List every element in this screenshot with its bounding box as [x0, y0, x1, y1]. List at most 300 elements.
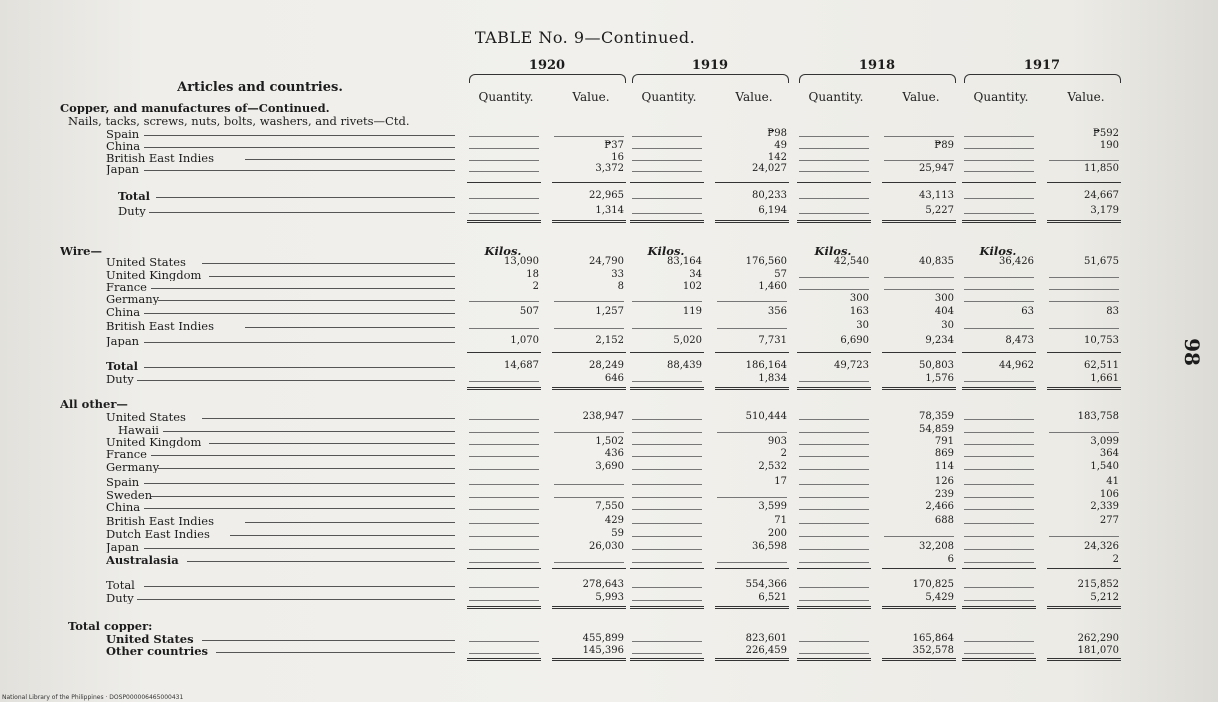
column-rule — [1047, 220, 1121, 226]
blank-cell — [554, 497, 624, 498]
leader-dots — [209, 276, 455, 277]
table-cell: ₱592 — [1092, 128, 1119, 139]
table-row — [0, 633, 1170, 645]
table-row — [0, 579, 1170, 591]
table-row — [0, 528, 1170, 540]
table-cell: 26,030 — [589, 541, 624, 552]
table-cell: 226,459 — [745, 645, 787, 656]
column-rule — [1047, 658, 1121, 664]
blank-cell — [964, 497, 1034, 498]
blank-cell — [469, 509, 539, 510]
table-cell: 8 — [617, 281, 624, 292]
table-cell: 114 — [934, 461, 954, 472]
table-cell: 1,834 — [758, 373, 787, 384]
blank-cell — [469, 381, 539, 382]
table-row — [0, 554, 1170, 566]
row-label: Duty — [106, 373, 134, 385]
blank-cell — [554, 136, 624, 137]
blank-cell — [964, 289, 1034, 290]
table-cell: 163 — [849, 306, 869, 317]
table-cell: 3,099 — [1090, 436, 1119, 447]
table-cell: 510,444 — [745, 411, 787, 422]
blank-cell — [799, 289, 869, 290]
row-label: France — [106, 281, 147, 293]
year-header-1918: 1918 — [858, 58, 896, 73]
column-rule — [882, 182, 956, 183]
row-label: Japan — [106, 163, 140, 175]
table-row — [0, 620, 1170, 632]
blank-cell — [632, 600, 702, 601]
blank-cell — [632, 484, 702, 485]
row-label: British East Indies — [106, 320, 215, 332]
row-label: Other countries — [106, 645, 208, 657]
blank-cell — [632, 523, 702, 524]
blank-cell — [799, 523, 869, 524]
blank-cell — [964, 328, 1034, 329]
table-cell: 186,164 — [745, 360, 787, 371]
column-rule — [882, 568, 956, 569]
table-cell: 903 — [767, 436, 787, 447]
table-cell: 3,599 — [758, 501, 787, 512]
blank-cell — [469, 536, 539, 537]
row-label: Germany — [106, 461, 160, 473]
column-rule — [630, 568, 704, 569]
blank-cell — [469, 198, 539, 199]
blank-cell — [717, 432, 787, 433]
column-rule — [1047, 568, 1121, 569]
blank-cell — [632, 213, 702, 214]
blank-cell — [884, 536, 954, 537]
blank-cell — [1049, 301, 1119, 302]
blank-cell — [632, 148, 702, 149]
blank-cell — [469, 587, 539, 588]
blank-cell — [799, 198, 869, 199]
column-rule — [552, 568, 626, 569]
blank-cell — [469, 444, 539, 445]
blank-cell — [632, 549, 702, 550]
table-cell: 44,962 — [999, 360, 1034, 371]
table-cell: 119 — [682, 306, 702, 317]
column-rule — [882, 658, 956, 664]
blank-cell — [884, 136, 954, 137]
blank-cell — [469, 148, 539, 149]
blank-cell — [964, 641, 1034, 642]
blank-cell — [799, 456, 869, 457]
table-cell: 278,643 — [582, 579, 624, 590]
table-cell: 3,372 — [595, 163, 624, 174]
subheader-quantity: Quantity. — [973, 90, 1029, 104]
table-cell: 36,598 — [752, 541, 787, 552]
blank-cell — [554, 301, 624, 302]
blank-cell — [799, 469, 869, 470]
table-cell: 24,326 — [1084, 541, 1119, 552]
blank-cell — [554, 562, 624, 563]
table-cell: 183,758 — [1077, 411, 1119, 422]
table-cell: 2 — [780, 448, 787, 459]
table-row — [0, 501, 1170, 513]
table-cell: 3,690 — [595, 461, 624, 472]
table-cell: 50,803 — [919, 360, 954, 371]
blank-cell — [964, 381, 1034, 382]
column-rule — [797, 658, 871, 664]
subheader-value: Value. — [735, 90, 773, 104]
column-rule — [962, 606, 1036, 612]
table-cell: 170,825 — [912, 579, 954, 590]
column-rule — [630, 658, 704, 664]
footer-caption: National Library of the Philippines · DOSP000006465000431 — [2, 694, 184, 701]
blank-cell — [964, 587, 1034, 588]
table-cell: 688 — [934, 515, 954, 526]
table-cell: 181,070 — [1077, 645, 1119, 656]
blank-cell — [717, 497, 787, 498]
blank-cell — [632, 301, 702, 302]
column-rule — [467, 606, 541, 612]
blank-cell — [799, 562, 869, 563]
blank-cell — [469, 523, 539, 524]
table-cell: 429 — [604, 515, 624, 526]
subheader-quantity: Quantity. — [641, 90, 697, 104]
table-cell: 63 — [1021, 306, 1034, 317]
leader-dots — [216, 652, 455, 653]
row-label: France — [106, 448, 147, 460]
blank-cell — [632, 381, 702, 382]
column-rule — [715, 182, 789, 183]
blank-cell — [1049, 277, 1119, 278]
blank-cell — [799, 381, 869, 382]
blank-cell — [799, 653, 869, 654]
table-cell: 24,027 — [752, 163, 787, 174]
table-row — [0, 163, 1170, 175]
column-rule — [962, 387, 1036, 393]
table-row — [0, 541, 1170, 553]
leader-dots — [202, 418, 455, 419]
row-label: Copper, and manufactures of—Continued. — [60, 102, 330, 114]
blank-cell — [964, 301, 1034, 302]
blank-cell — [469, 549, 539, 550]
table-row — [0, 515, 1170, 527]
table-cell: 1,257 — [595, 306, 624, 317]
table-row — [0, 256, 1170, 268]
column-rule — [882, 387, 956, 393]
blank-cell — [799, 444, 869, 445]
table-cell: 33 — [611, 269, 624, 280]
blank-cell — [964, 536, 1034, 537]
table-cell: 6 — [947, 554, 954, 565]
blank-cell — [1049, 289, 1119, 290]
year-brace — [964, 74, 1121, 83]
table-cell: 262,290 — [1077, 633, 1119, 644]
row-label: Total copper: — [68, 620, 153, 632]
table-cell: ₱37 — [604, 140, 624, 151]
column-rule — [630, 352, 704, 353]
blank-cell — [717, 328, 787, 329]
blank-cell — [964, 549, 1034, 550]
table-cell: 30 — [941, 320, 954, 331]
table-cell: 2,152 — [595, 335, 624, 346]
column-rule — [1047, 182, 1121, 183]
leader-dots — [202, 263, 455, 264]
table-cell: 11,850 — [1084, 163, 1119, 174]
leader-dots — [151, 455, 455, 456]
leader-dots — [158, 468, 455, 469]
leader-dots — [245, 522, 455, 523]
table-cell: 49 — [774, 140, 787, 151]
column-rule — [962, 568, 1036, 569]
table-cell: 2 — [532, 281, 539, 292]
blank-cell — [964, 198, 1034, 199]
column-rule — [467, 220, 541, 226]
column-rule — [467, 568, 541, 569]
blank-cell — [799, 641, 869, 642]
table-cell: 41 — [1106, 476, 1119, 487]
leader-dots — [137, 599, 455, 600]
subheader-quantity: Quantity. — [808, 90, 864, 104]
blank-cell — [469, 653, 539, 654]
column-rule — [552, 352, 626, 353]
table-row — [0, 645, 1170, 657]
blank-cell — [632, 469, 702, 470]
blank-cell — [554, 484, 624, 485]
table-cell: 176,560 — [745, 256, 787, 267]
leader-dots — [230, 535, 455, 536]
blank-cell — [964, 136, 1034, 137]
row-label: All other— — [60, 398, 128, 410]
table-cell: 22,965 — [589, 190, 624, 201]
table-cell: 24,790 — [589, 256, 624, 267]
row-label: Total — [106, 360, 139, 372]
blank-cell — [469, 213, 539, 214]
table-cell: 83 — [1106, 306, 1119, 317]
table-cell: 2,466 — [925, 501, 954, 512]
blank-cell — [799, 600, 869, 601]
table-cell: 1,070 — [510, 335, 539, 346]
leader-dots — [163, 431, 455, 432]
table-row — [0, 489, 1170, 501]
blank-cell — [632, 641, 702, 642]
table-cell: 106 — [1099, 489, 1119, 500]
table-cell: 78,359 — [919, 411, 954, 422]
blank-cell — [799, 587, 869, 588]
row-label: Spain — [106, 476, 140, 488]
column-rule — [715, 220, 789, 226]
table-cell: 1,661 — [1090, 373, 1119, 384]
table-cell: 5,993 — [595, 592, 624, 603]
leader-dots — [245, 327, 455, 328]
blank-cell — [964, 523, 1034, 524]
column-rule — [797, 182, 871, 183]
leader-dots — [209, 443, 455, 444]
column-rule — [552, 387, 626, 393]
blank-cell — [799, 536, 869, 537]
blank-cell — [469, 419, 539, 420]
blank-cell — [632, 171, 702, 172]
blank-cell — [1049, 160, 1119, 161]
blank-cell — [964, 600, 1034, 601]
blank-cell — [964, 509, 1034, 510]
table-cell: 364 — [1099, 448, 1119, 459]
table-cell: 200 — [767, 528, 787, 539]
table-row — [0, 476, 1170, 488]
table-cell: 28,249 — [589, 360, 624, 371]
table-cell: 356 — [767, 306, 787, 317]
table-cell: 62,511 — [1084, 360, 1119, 371]
column-rule — [467, 658, 541, 664]
blank-cell — [469, 484, 539, 485]
row-label: Sweden — [106, 489, 153, 501]
blank-cell — [799, 277, 869, 278]
column-rule — [797, 387, 871, 393]
blank-cell — [469, 171, 539, 172]
table-cell: 215,852 — [1077, 579, 1119, 590]
row-label: Japan — [106, 335, 140, 347]
table-cell: 239 — [934, 489, 954, 500]
row-label: China — [106, 140, 141, 152]
table-cell: 57 — [774, 269, 787, 280]
column-rule — [797, 352, 871, 353]
blank-cell — [469, 600, 539, 601]
blank-cell — [964, 562, 1034, 563]
leader-dots — [245, 159, 455, 160]
column-header-articles: Articles and countries. — [177, 80, 343, 95]
row-label: British East Indies — [106, 152, 215, 164]
table-row — [0, 436, 1170, 448]
leader-dots — [144, 548, 455, 549]
leader-dots — [137, 380, 455, 381]
table-cell: 145,396 — [582, 645, 624, 656]
column-rule — [882, 606, 956, 612]
table-cell: 1,502 — [595, 436, 624, 447]
page-number: 98 — [1179, 338, 1204, 366]
blank-cell — [799, 497, 869, 498]
blank-cell — [632, 562, 702, 563]
column-rule — [552, 658, 626, 664]
table-cell: 869 — [934, 448, 954, 459]
blank-cell — [964, 160, 1034, 161]
table-cell: 5,429 — [925, 592, 954, 603]
blank-cell — [799, 419, 869, 420]
row-label: British East Indies — [106, 515, 215, 527]
blank-cell — [799, 171, 869, 172]
table-row — [0, 115, 1170, 127]
row-label: China — [106, 501, 141, 513]
table-row — [0, 411, 1170, 423]
table-cell: 71 — [774, 515, 787, 526]
row-label: Australasia — [106, 554, 179, 566]
column-rule — [467, 352, 541, 353]
blank-cell — [799, 484, 869, 485]
blank-cell — [964, 653, 1034, 654]
blank-cell — [799, 160, 869, 161]
column-rule — [715, 387, 789, 393]
table-cell: 1,540 — [1090, 461, 1119, 472]
blank-cell — [717, 562, 787, 563]
table-cell: 9,234 — [925, 335, 954, 346]
column-rule — [1047, 352, 1121, 353]
table-cell: 43,113 — [919, 190, 954, 201]
column-rule — [630, 182, 704, 183]
row-label: Dutch East Indies — [106, 528, 210, 540]
table-cell: 7,731 — [758, 335, 787, 346]
table-cell: 300 — [849, 293, 869, 304]
blank-cell — [469, 469, 539, 470]
table-cell: 6,690 — [840, 335, 869, 346]
leader-dots — [202, 640, 455, 641]
table-row — [0, 373, 1170, 385]
blank-cell — [632, 536, 702, 537]
blank-cell — [554, 328, 624, 329]
row-label: Spain — [106, 128, 140, 140]
table-cell: 436 — [604, 448, 624, 459]
table-cell: ₱89 — [934, 140, 954, 151]
table-cell: 2,532 — [758, 461, 787, 472]
column-rule — [715, 606, 789, 612]
table-cell: 42,540 — [834, 256, 869, 267]
column-rule — [552, 606, 626, 612]
table-cell: 2,339 — [1090, 501, 1119, 512]
year-brace — [632, 74, 789, 83]
row-label: Hawaii — [118, 424, 159, 436]
table-cell: 1,576 — [925, 373, 954, 384]
blank-cell — [469, 456, 539, 457]
row-label: Total — [106, 579, 135, 591]
table-cell: 16 — [611, 152, 624, 163]
table-cell: 6,194 — [758, 205, 787, 216]
column-rule — [552, 220, 626, 226]
year-brace — [799, 74, 956, 83]
row-label: United States — [106, 411, 186, 423]
row-label: United Kingdom — [106, 436, 202, 448]
table-cell: 18 — [526, 269, 539, 280]
table-cell: 102 — [682, 281, 702, 292]
column-rule — [630, 220, 704, 226]
row-label: United States — [106, 256, 186, 268]
table-cell: Kilos. — [647, 244, 685, 258]
table-cell: 59 — [611, 528, 624, 539]
column-rule — [715, 658, 789, 664]
blank-cell — [964, 171, 1034, 172]
blank-cell — [632, 432, 702, 433]
table-row — [0, 190, 1170, 202]
blank-cell — [964, 277, 1034, 278]
blank-cell — [632, 198, 702, 199]
table-cell: 5,020 — [673, 335, 702, 346]
blank-cell — [884, 289, 954, 290]
table-cell: 25,947 — [919, 163, 954, 174]
table-cell: Kilos. — [484, 244, 522, 258]
column-rule — [552, 182, 626, 183]
blank-cell — [964, 148, 1034, 149]
year-header-1917: 1917 — [1023, 58, 1061, 73]
table-cell: 34 — [689, 269, 702, 280]
blank-cell — [632, 509, 702, 510]
blank-cell — [799, 549, 869, 550]
blank-cell — [469, 497, 539, 498]
column-rule — [630, 387, 704, 393]
row-label: China — [106, 306, 141, 318]
table-cell: 507 — [519, 306, 539, 317]
table-row — [0, 592, 1170, 604]
column-rule — [797, 220, 871, 226]
blank-cell — [632, 136, 702, 137]
column-rule — [467, 387, 541, 393]
column-rule — [1047, 606, 1121, 612]
table-row — [0, 205, 1170, 217]
blank-cell — [632, 497, 702, 498]
blank-cell — [799, 432, 869, 433]
leader-dots — [156, 197, 455, 198]
blank-cell — [799, 148, 869, 149]
subheader-value: Value. — [1067, 90, 1105, 104]
